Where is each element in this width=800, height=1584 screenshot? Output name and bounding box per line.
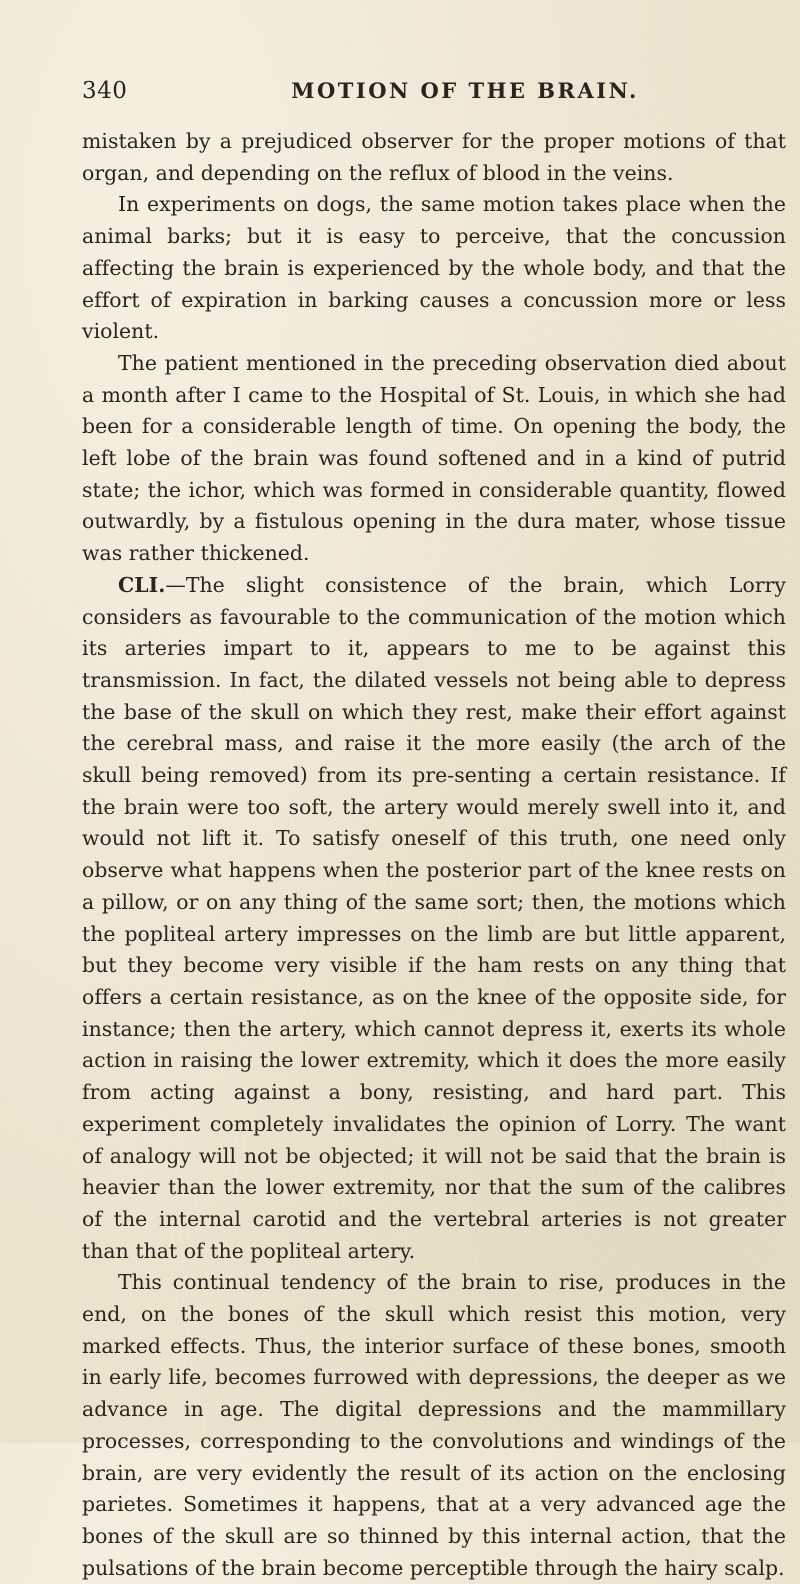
running-title: MOTION OF THE BRAIN. [291,78,639,103]
paragraph-text: The patient mentioned in the preceding observation died about a month after I came to the Hospital of St. Louis, in which she had been for a considerable length of time. On opening the body, the left lobe of the brain was found softened and in a kind of putrid state; the ichor, which was formed in considerable quantity, flowed outwardly, by a fistulous opening in the dura mater, whose tissue was rather thickened. [82,350,786,566]
paragraph-skull-effects [82,1267,786,1584]
paragraph-dog-experiments [82,189,786,348]
body-text [82,126,786,1584]
paragraph-text: In experiments on dogs, the same motion takes place when the animal barks; but it is easy to perceive, that the concussion affecting the brain is experienced by the whole body, and that the effort of expiration in barking causes a concussion more or less violent. [82,192,786,344]
section-number: CLI. [118,572,166,597]
paragraph-patient-observation [82,348,786,570]
page-number: 340 [82,78,128,104]
paragraph-text: This continual tendency of the brain to rise, produces in the end, on the bones of the skull which resist this motion, very marked effects. Thus, the interior surface of these bones, smooth in early life, becomes furrowed with depressions, the deeper as we advance in age. The digital depressions and the mammillary processes, corresponding to the convolutions and windings of the brain, are very evidently the result of its action on the enclosing parietes. Sometimes it happens, that at a very advanced age the bones of the skull are so thinned by this internal action, that the pulsations of the brain become perceptible through the hairy scalp. [82,1270,786,1580]
paragraph-section-cli [82,570,786,1267]
paragraph-continuation [82,126,786,189]
paragraph-text: mistaken by a prejudiced observer for the proper motions of that organ, and depending on the reflux of blood in the veins. [82,129,786,185]
running-head [82,78,778,108]
paragraph-text: —The slight consistence of the brain, which Lorry considers as favourable to the communication of the motion which its arteries impart to it, appears to me to be against this transmission. In fact, the dilated vessels not being able to depress the base of the skull on which they rest, make their effort against the cerebral mass, and raise it the more easily (the arch of the skull being removed) from its pre-senting a certain resistance. If the brain were too soft, the artery would merely swell into it, and would not lift it. To satisfy oneself of this truth, one need only observe what happens when the posterior part of the knee rests on a pillow, or on any thing of the same sort; then, the motions which the popliteal artery impresses on the limb are but little apparent, but they become very visible if the ham rests on any thing that offers a certain resistance, as on the knee of the opposite side, for instance; then the artery, which cannot depress it, exerts its whole action in raising the lower extremity, which it does the more easily from acting against a bony, resisting, and hard part. This experiment completely invalidates the opinion of Lorry. The want of analogy will not be objected; it will not be said that the brain is heavier than the lower extremity, nor that the sum of the calibres of the internal carotid and the vertebral arteries is not greater than that of the popliteal artery. [82,572,786,1263]
